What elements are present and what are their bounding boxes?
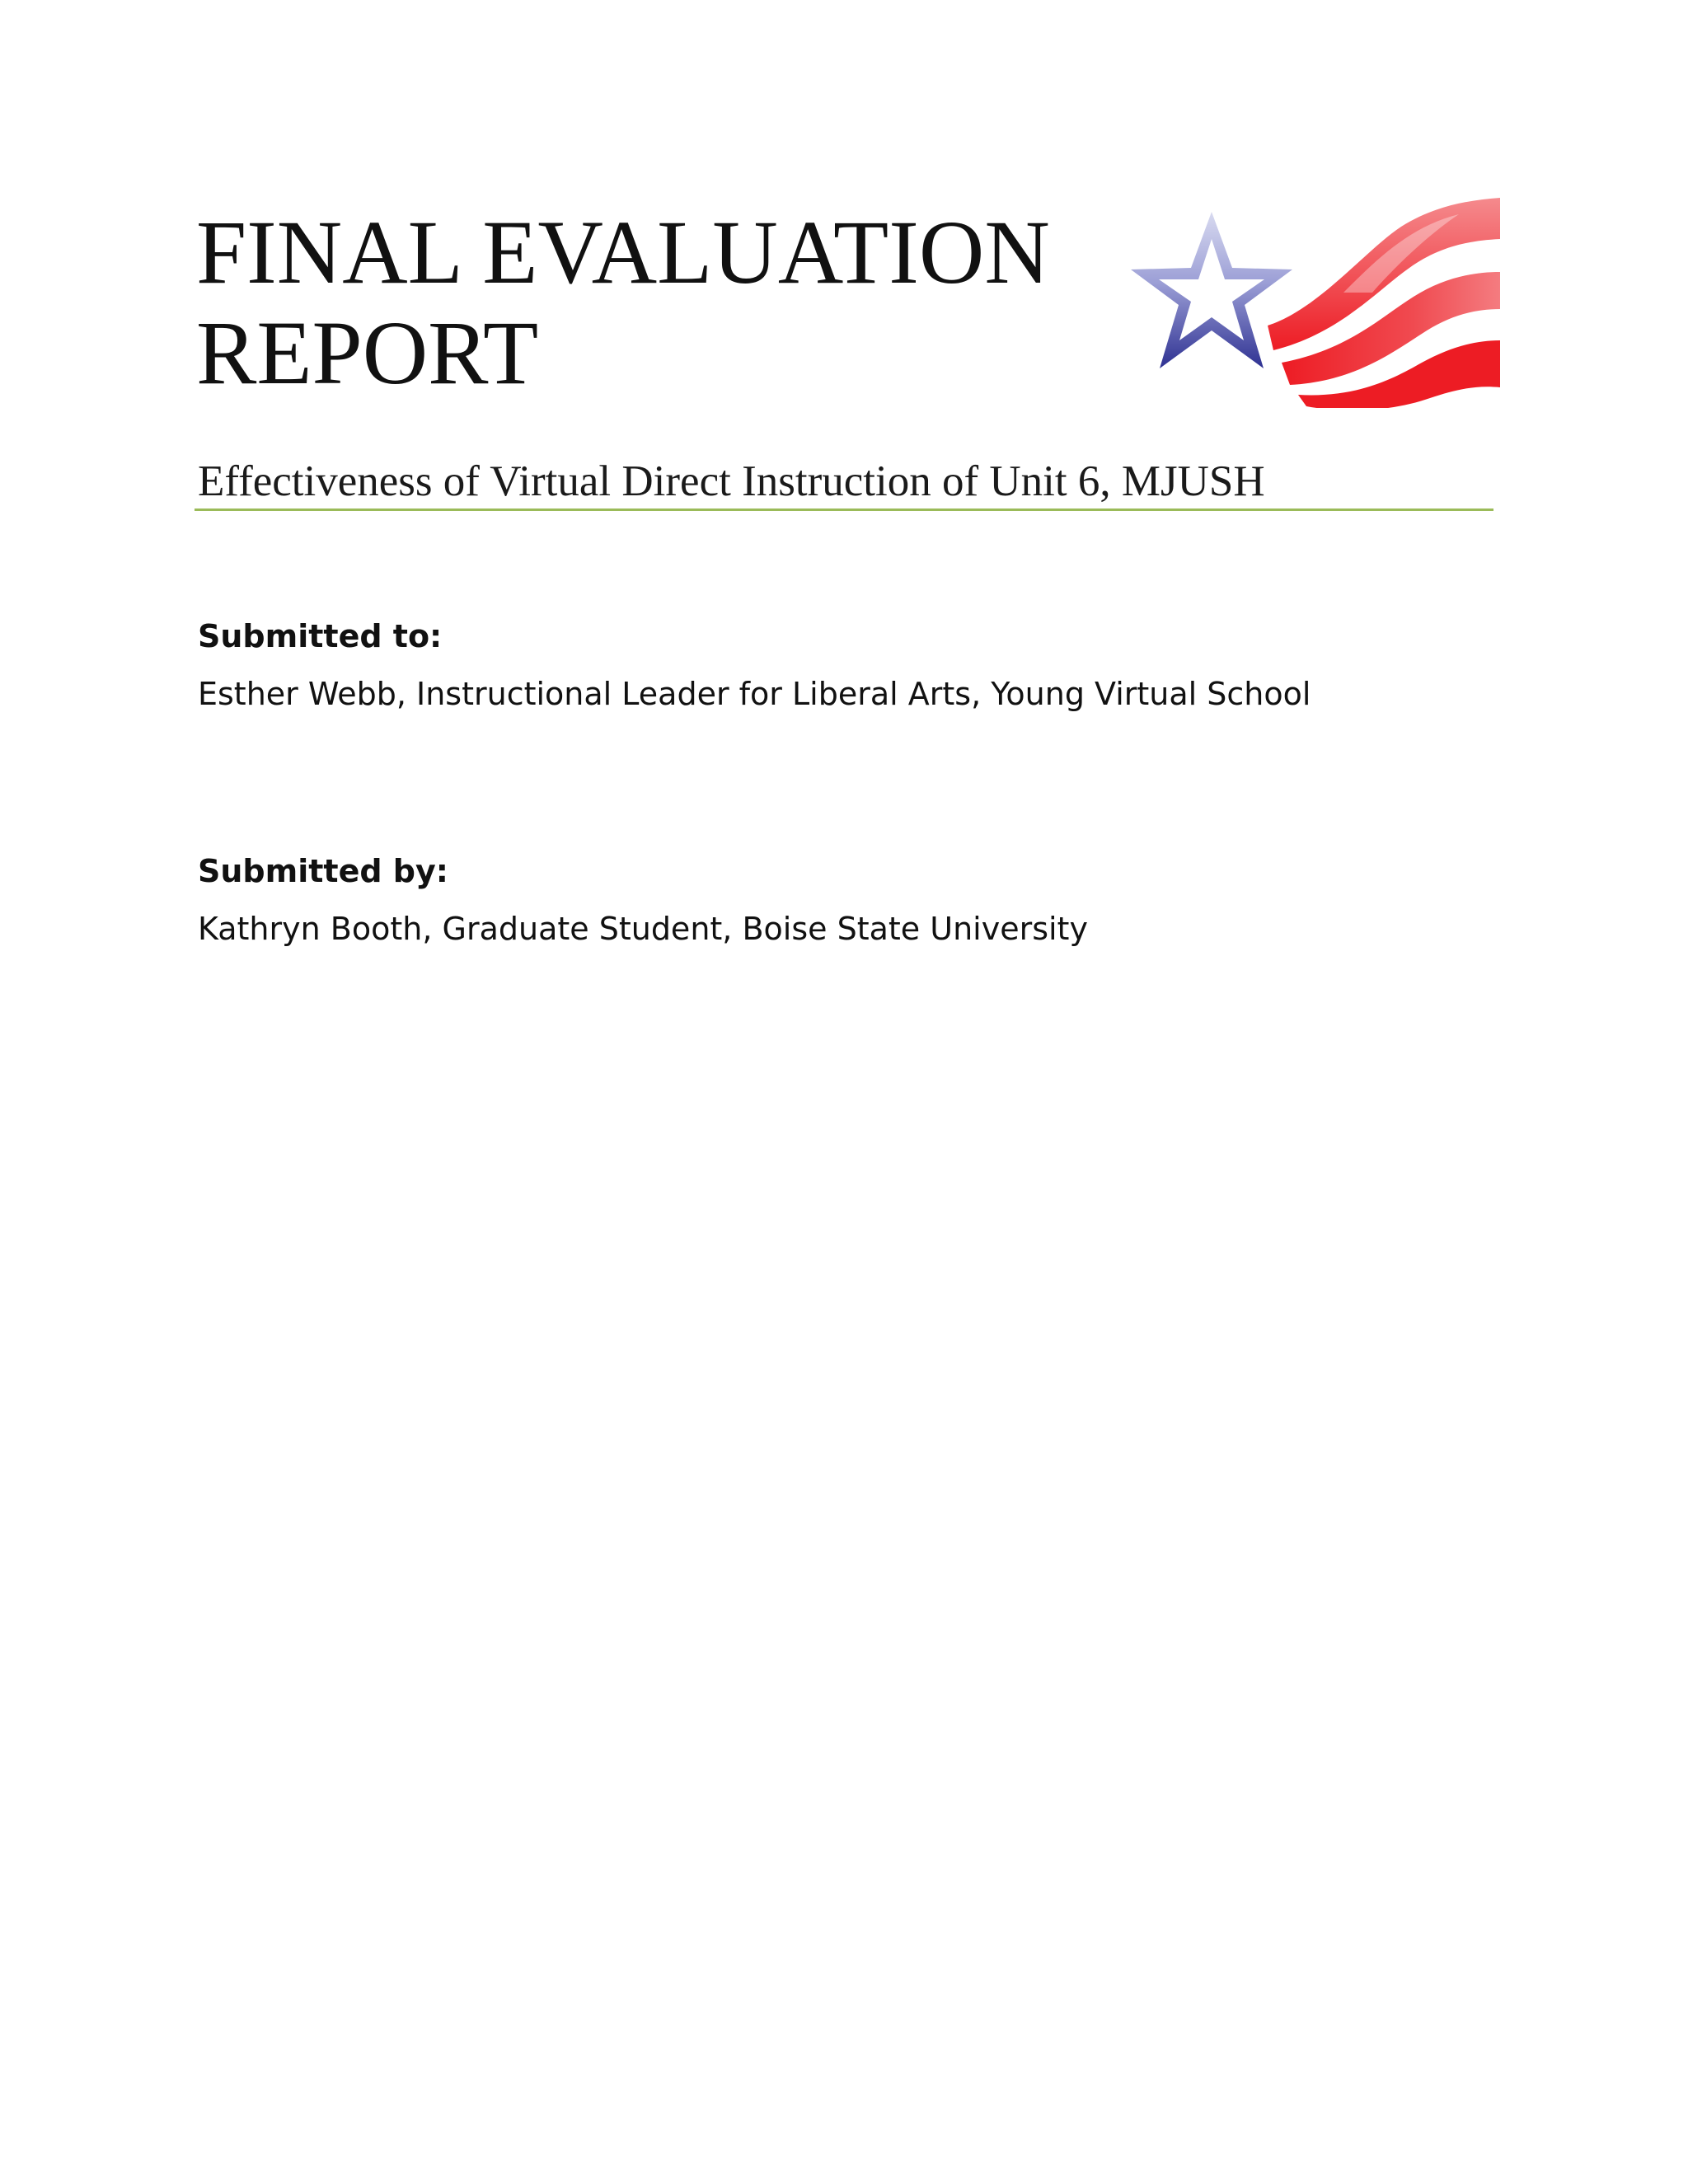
flag-highlight xyxy=(1343,214,1459,293)
submitted-by-value: Kathryn Booth, Graduate Student, Boise State University xyxy=(198,911,1088,947)
report-title xyxy=(196,202,1070,403)
report-title-line-2: REPORT xyxy=(196,302,539,403)
report-subtitle: Effectiveness of Virtual Direct Instruction of Unit 6, MJUSH xyxy=(198,457,1265,505)
submitted-by-label: Submitted by: xyxy=(198,853,448,889)
report-title-line-1: FINAL EVALUATION xyxy=(196,202,1050,302)
star-shape xyxy=(1131,212,1292,368)
submitted-to-label: Submitted to: xyxy=(198,618,443,654)
subtitle-divider xyxy=(195,509,1493,511)
submitted-to-value: Esther Webb, Instructional Leader for Liberal Arts, Young Virtual School xyxy=(198,676,1311,712)
star-flag-logo-icon xyxy=(1129,194,1500,408)
